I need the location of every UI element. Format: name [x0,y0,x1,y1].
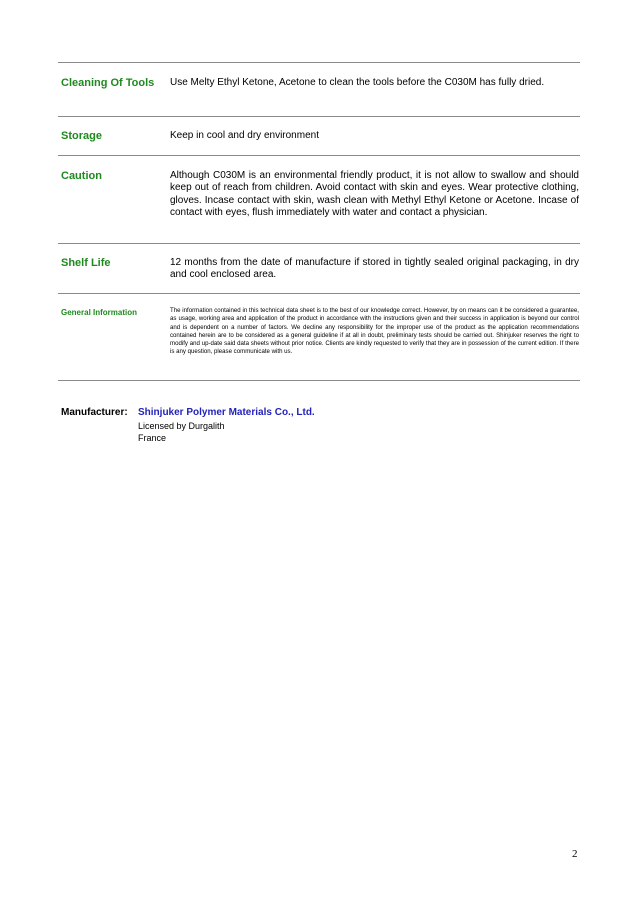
section-cleaning-label: Cleaning Of Tools [61,77,155,89]
section-cleaning-text: Use Melty Ethyl Ketone, Acetone to clean the tools before the C030M has fully dried. [170,77,545,88]
bottom-rule [58,380,580,381]
section-shelf-life-label: Shelf Life [61,257,111,269]
divider [58,155,580,156]
divider [58,116,580,117]
manufacturer-license: Licensed by Durgalith [138,421,225,431]
page-number: 2 [572,848,578,860]
manufacturer-label: Manufacturer: [61,407,128,418]
section-storage-text: Keep in cool and dry environment [170,130,319,141]
section-storage-label: Storage [61,130,102,142]
top-rule [58,62,580,63]
section-caution-text: Although C030M is an environmental friendly product, it is not allow to swallow and should keep out of reach from children. Avoid contact with skin and eyes. Wear protective clothing, gloves. Incase contact with skin, wash clean with Methyl Ethyl Ketone or Acetone. Incase of contact with eyes, flush immediately with water and contact a physician. [170,170,579,219]
manufacturer-company: Shinjuker Polymer Materials Co., Ltd. [138,407,315,418]
divider [58,293,580,294]
divider [58,243,580,244]
section-caution-label: Caution [61,170,102,182]
section-general-info-label: General Information [61,308,138,317]
section-shelf-life-text: 12 months from the date of manufacture if stored in tightly sealed original packaging, in dry and cool enclosed area. [170,257,579,281]
section-general-info-text: The information contained in this technical data sheet is to the best of our knowledge correct. However, by on means can it be considered a guarantee, as usage, working area and application of the product in accordance with the instructions given and their success in application is beyond our control and is dependent on a number of factors. We decline any responsibility for the improper use of the product as the application recommendations contained herein are to be considered as a general guideline if at all in doubt, preliminary tests should be carried out. Shinjuker reserves the right to modify and up-date said data sheets without prior notice. Clients are kindly requested to verify that they are in possession of the current edition. If there is any question, please communicate with us. [170,307,579,356]
manufacturer-country: France [138,433,167,443]
